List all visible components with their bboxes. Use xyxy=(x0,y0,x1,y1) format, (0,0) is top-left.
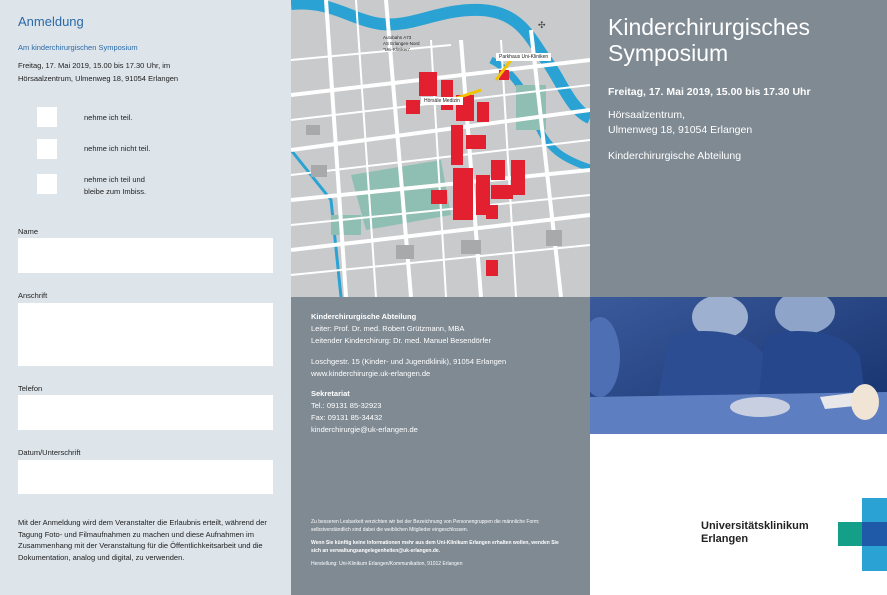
registration-details: Freitag, 17. Mai 2019, 15.00 bis 17.30 Uhr, im Hörsaalzentrum, Ulmenweg 18, 91054 Erlangen xyxy=(18,61,179,83)
contact-panel xyxy=(291,297,590,595)
middle-panel xyxy=(291,0,590,595)
checkbox-not-attend[interactable] xyxy=(37,139,57,159)
symposium-date: Freitag, 17. Mai 2019, 15.00 bis 17.30 Uhr xyxy=(608,86,811,98)
dept-leader: Leiter: Prof. Dr. med. Robert Grützmann, MBA xyxy=(311,324,465,333)
logo-area xyxy=(590,434,887,595)
location-map xyxy=(291,0,590,297)
checkbox-attend[interactable] xyxy=(37,107,57,127)
address-label: Anschrift xyxy=(18,291,48,300)
secretariat-email[interactable]: kinderchirurgie@uk-erlangen.de xyxy=(311,425,418,434)
secretariat-phone: Tel.: 09131 85-32923 xyxy=(311,401,382,410)
dept-chief: Leitender Kinderchirurg: Dr. med. Manuel Besendörfer xyxy=(311,336,492,345)
university-logo-icon xyxy=(838,498,887,571)
symposium-venue: Hörsaalzentrum, Ulmenweg 18, 91054 Erlangen xyxy=(608,109,753,136)
symposium-department: Kinderchirurgische Abteilung xyxy=(608,150,742,162)
fine-print-3: Herstellung: Uni-Klinikum Erlangen/Kommunikation, 91012 Erlangen xyxy=(311,561,463,567)
fine-print-1: Zu besseren Lesbarkeit verzichten wir bei der Bezeichnung von Personengruppen die männliche Form; selbstverständlich sind dabei die weiblichen Mitglieder eingeschlossen. xyxy=(311,519,540,533)
map-label-parkhaus: Parkhaus Uni-Kliniken xyxy=(496,53,551,61)
consent-note: Mit der Anmeldung wird dem Veranstalter die Erlaubnis erteilt, während der Tagung Foto- und Filmaufnahmen zu machen und diese Aufnahmen im Zusammenhang mit der Veranstaltung für die Öffentlichkeitsarbeit und die Dokumentation, analog und digital, zu verwenden. xyxy=(18,518,267,562)
map-label-hoersaele: Hörsäle Medizin xyxy=(421,97,463,105)
dept-heading: Kinderchirurgische Abteilung xyxy=(311,312,417,321)
surgery-photo xyxy=(590,297,887,434)
secretariat-fax: Fax: 09131 85-34432 xyxy=(311,413,383,422)
phone-label: Telefon xyxy=(18,384,43,393)
secretariat-heading: Sekretariat xyxy=(311,389,350,398)
dept-website[interactable]: www.kinderchirurgie.uk-erlangen.de xyxy=(311,369,431,378)
registration-title: Anmeldung xyxy=(18,14,84,29)
option-attend[interactable] xyxy=(37,107,204,127)
cover-panel xyxy=(590,0,887,595)
map-label-autobahn: Autobahn A73 AS Erlangen-Nord "Uni-Kliniken" xyxy=(383,35,420,52)
surgeons-image xyxy=(590,297,887,434)
name-label: Name xyxy=(18,227,39,236)
dept-address: Loschgestr. 15 (Kinder- und Jugendklinik), 91054 Erlangen xyxy=(311,357,507,366)
fine-print-2: Wenn Sie künftig keine Informationen mehr aus dem Uni-Klinikum Erlangen erhalten wollen, wenden Sie sich an verwaltungsangelegenheiten@uk-erlangen.de. xyxy=(311,540,559,554)
option-attend-snack[interactable] xyxy=(37,174,204,198)
signature-field[interactable] xyxy=(18,460,273,494)
registration-subtitle: Am kinderchirurgischen Symposium xyxy=(18,43,138,52)
title-block xyxy=(590,0,887,297)
map-graphic xyxy=(291,0,590,297)
registration-panel xyxy=(0,0,291,595)
option-label: nehme ich nicht teil. xyxy=(84,144,151,153)
compass-icon: ✣ xyxy=(538,20,546,30)
address-field[interactable] xyxy=(18,303,273,366)
checkbox-attend-snack[interactable] xyxy=(37,174,57,194)
option-not-attend[interactable] xyxy=(37,139,204,159)
name-field[interactable] xyxy=(18,238,273,273)
option-label: nehme ich teil. xyxy=(84,113,133,122)
signature-label: Datum/Unterschrift xyxy=(18,448,81,457)
option-label: nehme ich teil und bleibe zum Imbiss. xyxy=(84,175,147,196)
university-logo-text: Universitätsklinikum Erlangen xyxy=(701,520,809,545)
phone-field[interactable] xyxy=(18,395,273,430)
symposium-title: Kinderchirurgisches Symposium xyxy=(608,14,810,66)
